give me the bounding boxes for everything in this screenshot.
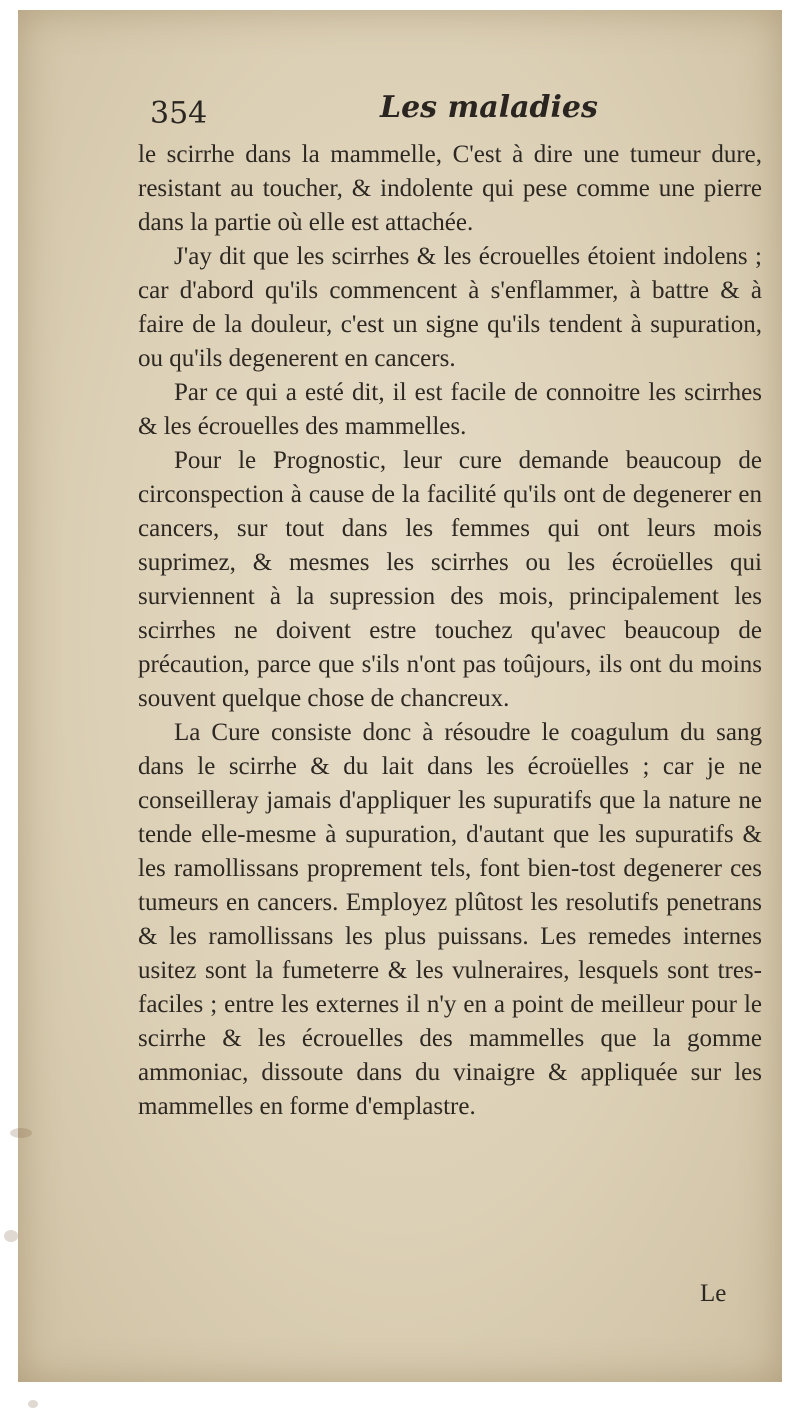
paragraph-diagnosis: Par ce qui a esté dit, il est facile de connoitre les scirrhes & les écrouelles des mammelles. bbox=[138, 379, 762, 440]
running-title: Les maladies bbox=[380, 90, 598, 125]
paragraph-indolence: J'ay dit que les scirrhes & les écrouelles étoient indolens ; car d'abord qu'ils commencent à s'enflammer, à battre & à faire de la douleur, c'est un signe qu'ils tendent à supuration, ou qu'ils degenerent en cancers. bbox=[138, 243, 762, 372]
paragraph-prognosis: Pour le Prognostic, leur cure demande beaucoup de circonspection à cause de la facilité qu'ils ont de degenerer en cancers, sur tout dans les femmes qui ont leurs mois suprimez, & mesmes les scirrhes ou les écroüelles qui surviennent à la supression des mois, principalement les scirrhes ne doivent estre touchez qu'avec beaucoup de précaution, parce que s'ils n'ont pas toûjours, ils ont du moins souvent quelque chose de chancreux. bbox=[138, 447, 762, 712]
catchword: Le bbox=[700, 1280, 727, 1307]
page-header bbox=[150, 90, 610, 134]
paragraph-continuation: le scirrhe dans la mammelle, C'est à dire une tumeur dure, resistant au toucher, & indolente qui pese comme une pierre dans la partie où elle est attachée. bbox=[138, 141, 762, 236]
paper-stain bbox=[10, 1128, 32, 1138]
body-text bbox=[138, 138, 762, 1124]
paper-stain bbox=[4, 1230, 18, 1242]
page-number: 354 bbox=[150, 96, 208, 131]
paper-stain bbox=[28, 1400, 38, 1408]
paragraph-cure: La Cure consiste donc à résoudre le coagulum du sang dans le scirrhe & du lait dans les écroüelles ; car je ne conseilleray jamais d'appliquer les supuratifs que la nature ne tende elle-mesme à supuration, d'autant que les supuratifs & les ramollissans proprement tels, font bien-tost degenerer ces tumeurs en cancers. Employez plûtost les resolutifs penetrans & les ramollissans les plus puissans. Les remedes internes usitez sont la fumeterre & les vulneraires, lesquels sont tres-faciles ; entre les externes il n'y en a point de meilleur pour le scirrhe & les écrouelles des mammelles que la gomme ammoniac, dissoute dans du vinaigre & appliquée sur les mammelles en forme d'emplastre. bbox=[138, 719, 762, 1120]
